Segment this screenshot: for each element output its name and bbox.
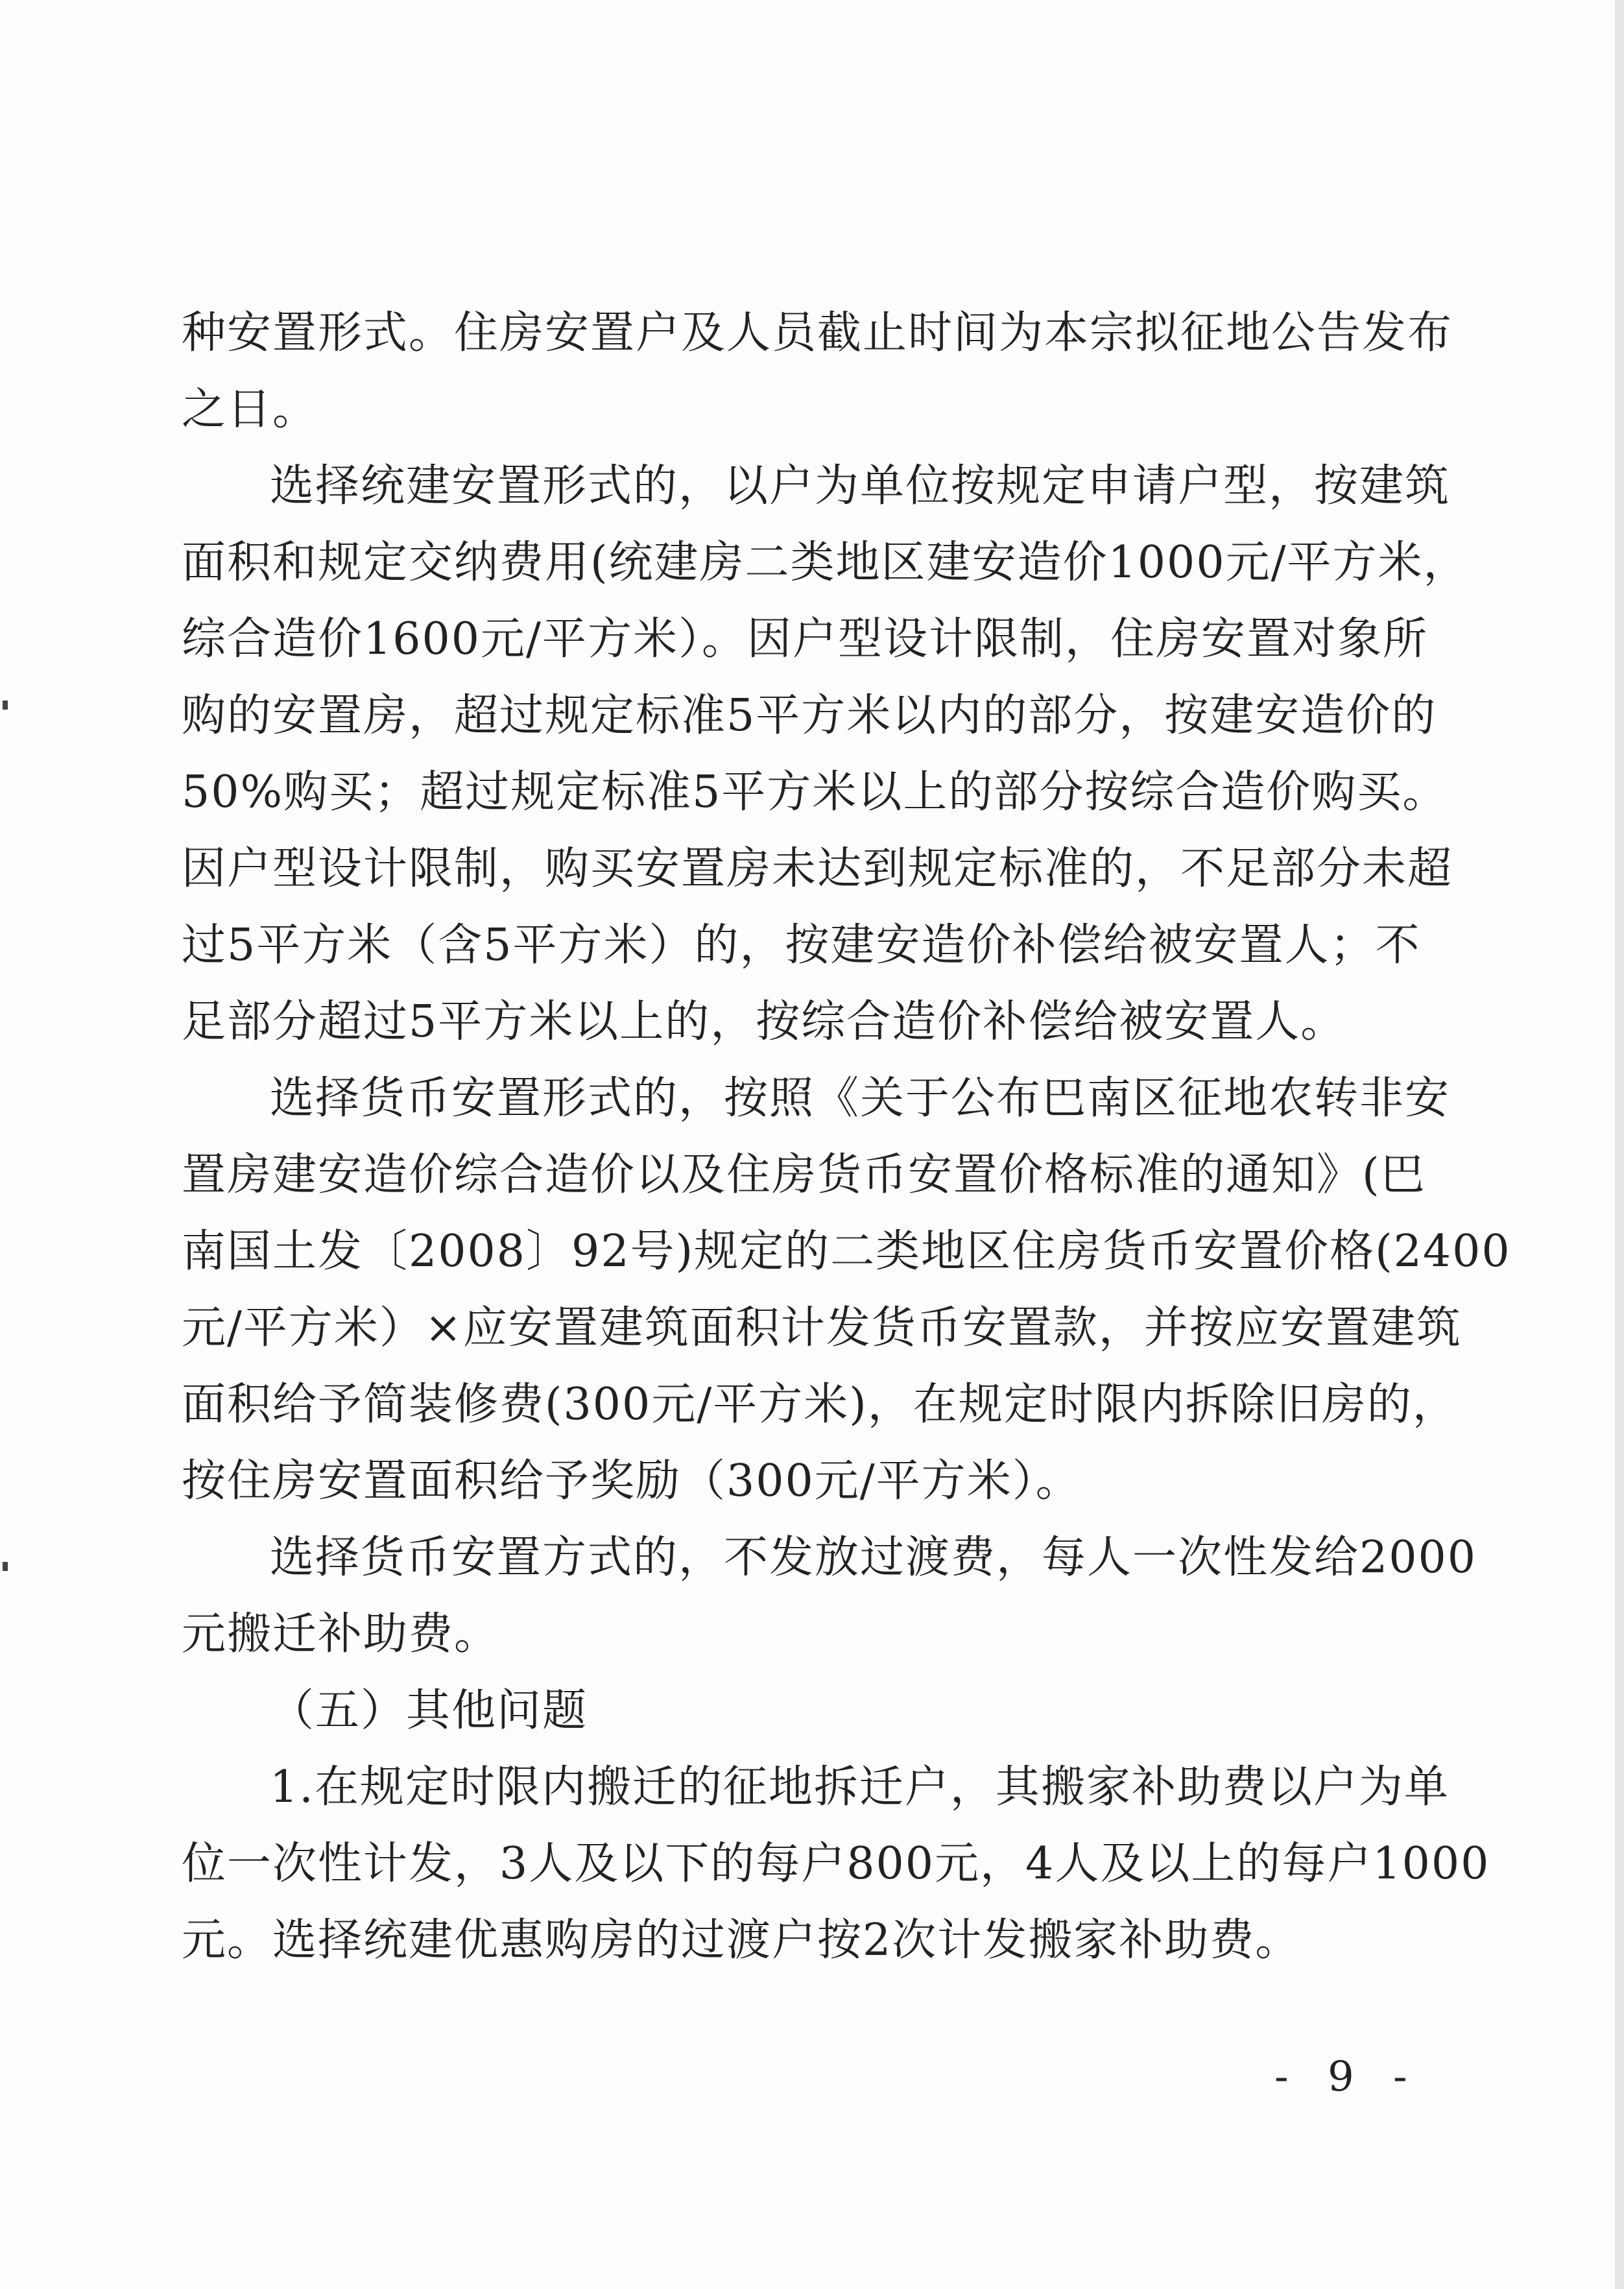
scan-mark — [3, 701, 8, 710]
text-line: 南国土发〔2008〕92号)规定的二类地区住房货币安置价格(2400 — [182, 1226, 1511, 1277]
text-line: 因户型设计限制，购买安置房未达到规定标准的，不足部分未超 — [182, 843, 1453, 894]
scan-edge-shadow — [1615, 0, 1624, 2289]
text-line: 置房建安造价综合造价以及住房货币安置价格标准的通知》(巴 — [182, 1149, 1426, 1201]
text-line: 位一次性计发，3人及以下的每户800元，4人及以上的每户1000 — [182, 1838, 1490, 1889]
text-line: 之日。 — [182, 384, 318, 435]
text-line: 元/平方米）×应安置建筑面积计发货币安置款，并按应安置建筑 — [182, 1302, 1462, 1354]
text-line: 面积给予简装修费(300元/平方米)，在规定时限内拆除旧房的， — [182, 1379, 1458, 1430]
paragraph-start-line: 1.在规定时限内搬迁的征地拆迁户，其搬家补助费以户为单 — [270, 1762, 1450, 1813]
scan-mark — [3, 1562, 8, 1571]
paragraph-start-line: 选择货币安置形式的，按照《关于公布巴南区征地农转非安 — [270, 1073, 1451, 1124]
text-line: 面积和规定交纳费用(统建房二类地区建安造价1000元/平方米， — [182, 537, 1469, 588]
paragraph-start-line: 选择货币安置方式的，不发放过渡费，每人一次性发给2000 — [270, 1532, 1477, 1583]
document-body — [182, 295, 1511, 1979]
text-line: 种安置形式。住房安置户及人员截止时间为本宗拟征地公告发布 — [182, 307, 1453, 359]
text-line: 购的安置房，超过规定标准5平方米以内的部分，按建安造价的 — [182, 690, 1437, 741]
text-line: 元搬迁补助费。 — [182, 1609, 500, 1660]
text-line: 按住房安置面积给予奖励（300元/平方米）。 — [182, 1456, 1081, 1507]
text-line: 50%购买；超过规定标准5平方米以上的部分按综合造价购买。 — [182, 767, 1448, 818]
text-line: 足部分超过5平方米以上的，按综合造价补偿给被安置人。 — [182, 996, 1346, 1048]
section-heading: （五）其他问题 — [270, 1685, 588, 1736]
paragraph-start-line: 选择统建安置形式的，以户为单位按规定申请户型，按建筑 — [270, 461, 1451, 512]
page-number: - 9 - — [1274, 2053, 1420, 2101]
text-line: 过5平方米（含5平方米）的，按建安造价补偿给被安置人；不 — [182, 920, 1421, 971]
text-line: 综合造价1600元/平方米）。因户型设计限制，住房安置对象所 — [182, 614, 1428, 665]
text-line: 元。选择统建优惠购房的过渡户按2次计发搬家补助费。 — [182, 1915, 1301, 1966]
